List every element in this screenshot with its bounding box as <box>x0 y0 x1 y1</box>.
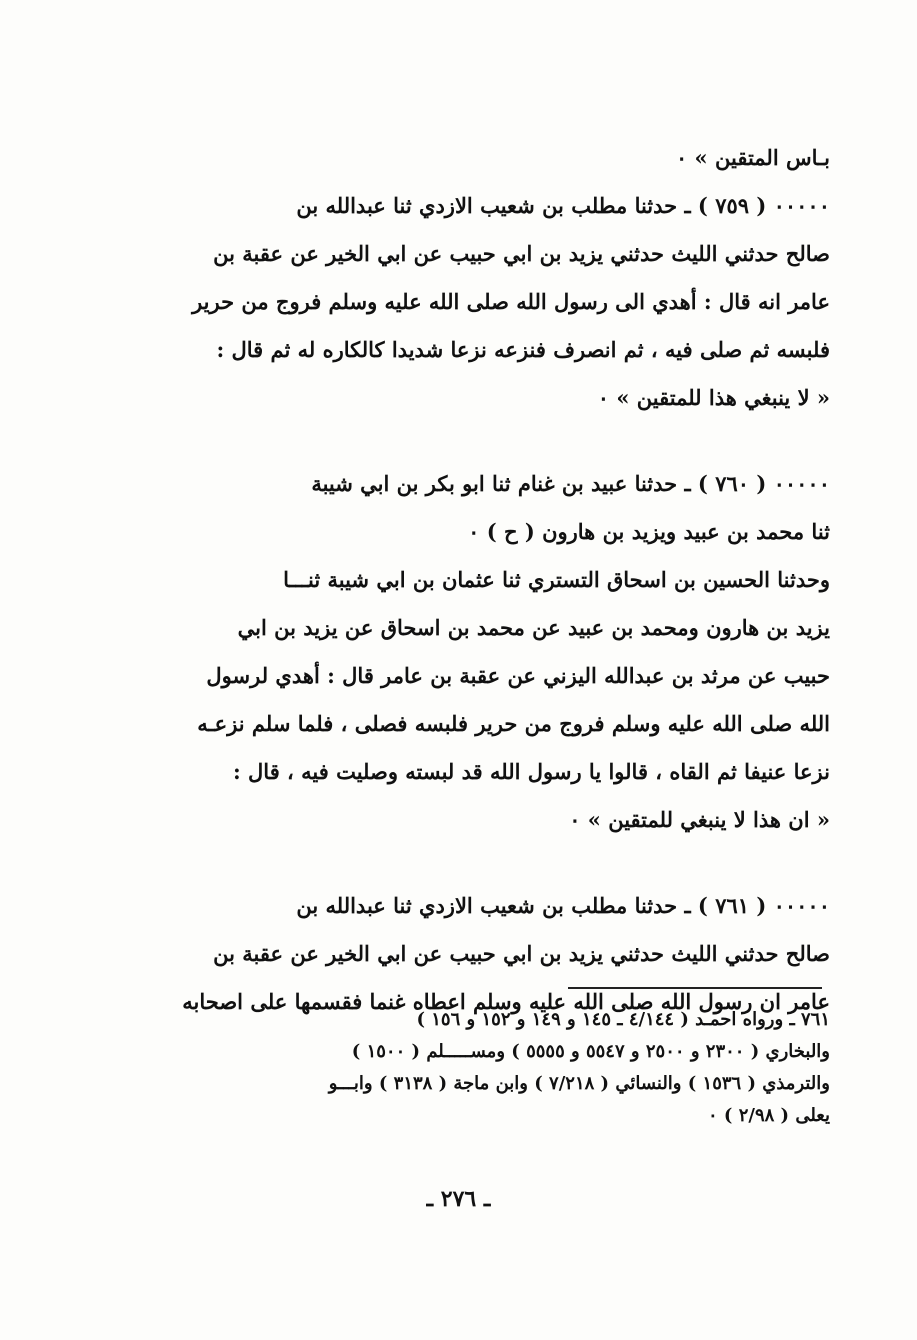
text-line: « لا ينبغي هذا للمتقين » ٠ <box>597 385 830 410</box>
hadith-760-heading-line: ٠٠٠٠٠ ( ٧٦٠ ) ـ حدثنا عبيد بن غنام ثنا ابو بكر بن ابي شيبة <box>311 471 830 496</box>
paragraph-gap <box>118 844 830 882</box>
text-line: يزيد بن هارون ومحمد بن عبيد عن محمد بن اسحاق عن يزيد بن ابي <box>237 615 830 640</box>
text-line: « ان هذا لا ينبغي للمتقين » ٠ <box>569 807 830 832</box>
text-line: ثنا محمد بن عبيد ويزيد بن هارون ( ح ) ٠ <box>468 519 830 544</box>
text-line: بـاس المتقين » ٠ <box>675 145 830 170</box>
text-line: صالح حدثني الليث حدثني يزيد بن ابي حبيب عن ابي الخير عن عقبة بن <box>213 941 830 966</box>
footnotes-block <box>118 1004 830 1132</box>
hadith-759-heading-line: ٠٠٠٠٠ ( ٧٥٩ ) ـ حدثنا مطلب بن شعيب الازدي ثنا عبدالله بن <box>296 193 830 218</box>
footnote-line: والترمذي ( ١٥٣٦ ) والنسائي ( ٧/٢١٨ ) وابن ماجة ( ٣١٣٨ ) وابـــو <box>328 1073 830 1094</box>
text-line: عامر انه قال : أهدي الى رسول الله صلى الله عليه وسلم فروج من حرير <box>192 289 830 314</box>
paragraph-gap <box>118 422 830 460</box>
text-line: وحدثنا الحسين بن اسحاق التستري ثنا عثمان بن ابي شيبة ثنـــا <box>283 567 830 592</box>
footnote-line: ٧٦١ ـ ورواه احمـد ( ٤/١٤٤ ـ ١٤٥ و ١٤٩ و ١٥٢ و ١٥٦ ) <box>416 1009 830 1030</box>
text-line: عامر ان رسول الله صلى الله عليه وسلم اعطاه غنما فقسمها على اصحابه <box>182 989 830 1014</box>
text-line: الله صلى الله عليه وسلم فروج من حرير فلبسه فصلى ، فلما سلم نزعـه <box>197 711 830 736</box>
footnote-line: والبخاري ( ٢٣٠٠ و ٢٥٠٠ و ٥٥٤٧ و ٥٥٥٥ ) ومســـــلم ( ١٥٠٠ ) <box>351 1041 830 1062</box>
hadith-text-block <box>118 134 830 1026</box>
text-line: حبيب عن مرثد بن عبدالله اليزني عن عقبة بن عامر قال : أهدي لرسول <box>206 663 830 688</box>
text-line: صالح حدثني الليث حدثني يزيد بن ابي حبيب عن ابي الخير عن عقبة بن <box>213 241 830 266</box>
hadith-761-heading-line: ٠٠٠٠٠ ( ٧٦١ ) ـ حدثنا مطلب بن شعيب الازدي ثنا عبدالله بن <box>296 893 830 918</box>
footnote-separator-rule <box>568 987 822 989</box>
text-line: نزعا عنيفا ثم القاه ، قالوا يا رسول الله قد لبسته وصليت فيه ، قال : <box>232 759 830 784</box>
text-line: فلبسه ثم صلى فيه ، ثم انصرف فنزعه نزعا شديدا كالكاره له ثم قال : <box>216 337 830 362</box>
footnote-line: يعلى ( ٢/٩٨ ) ٠ <box>707 1105 830 1126</box>
page-number: ـ ٢٧٦ ـ <box>426 1186 491 1212</box>
